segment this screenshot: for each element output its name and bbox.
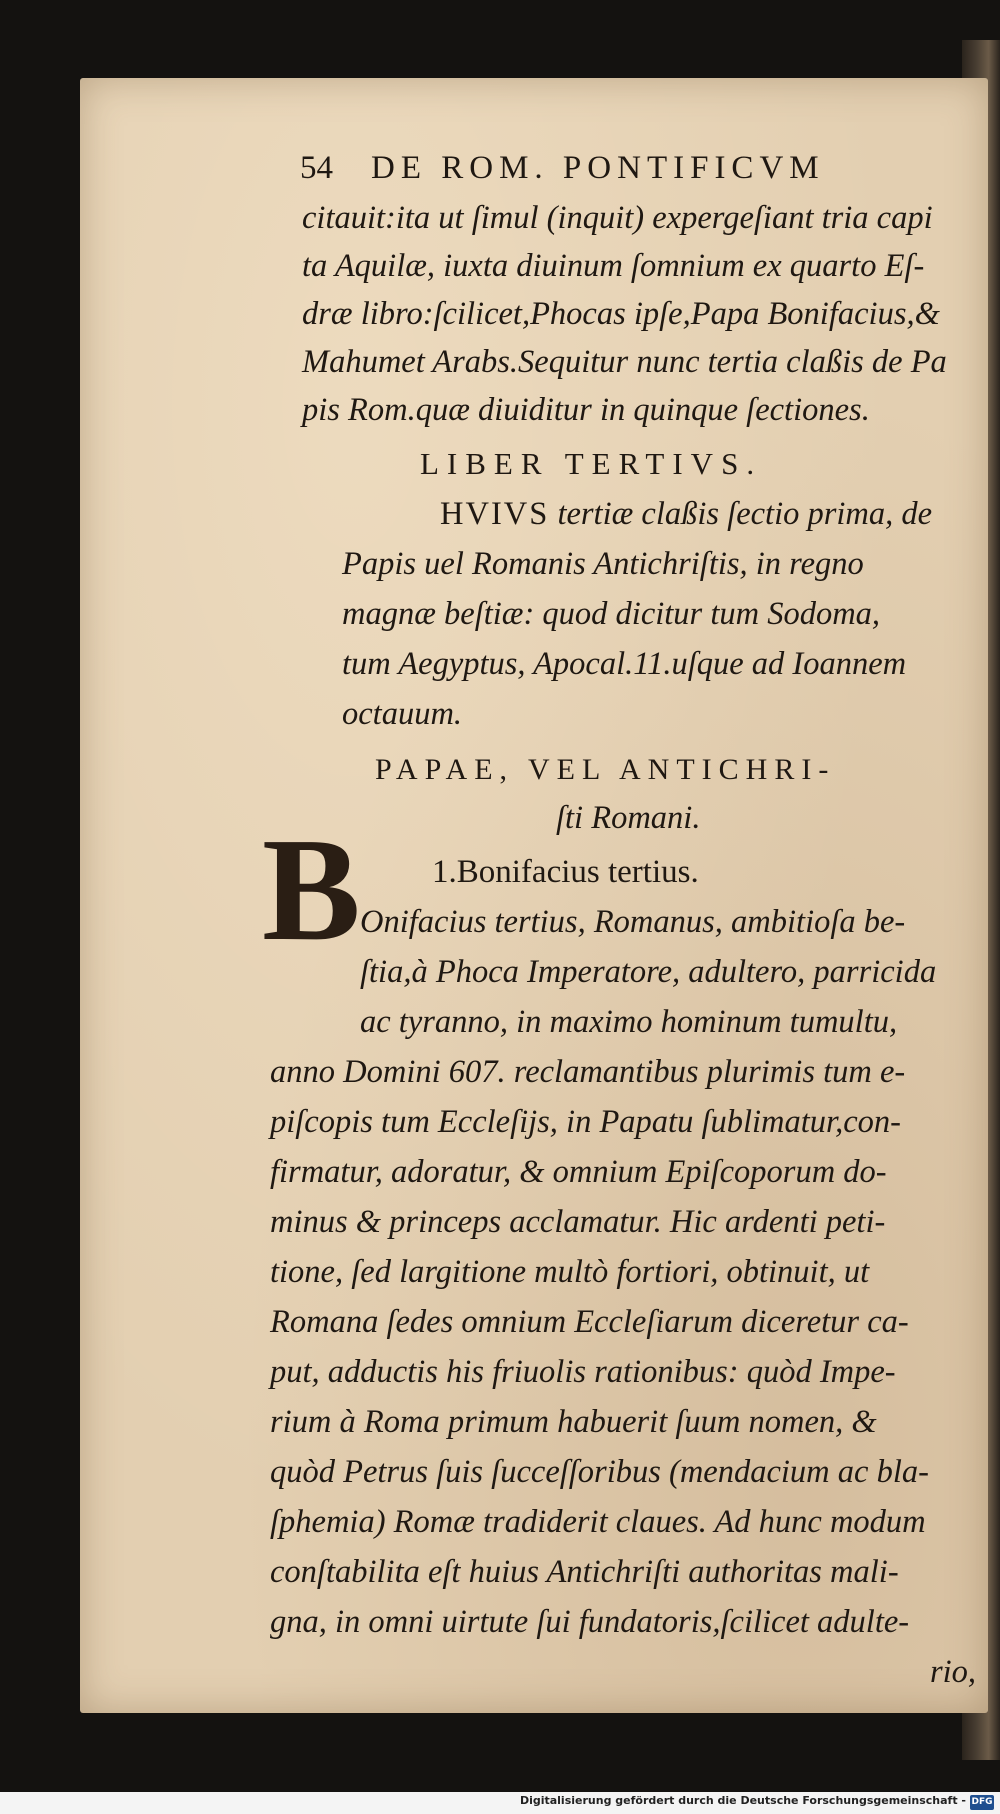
- footer-credit: Digitalisierung gefördert durch die Deutsche Forschungsgemeinschaft -: [519, 1794, 966, 1807]
- running-header: [300, 150, 825, 187]
- body-line: minus & princeps acclamatur. Hic ardenti peti-: [270, 1204, 886, 1240]
- section-intro-line: magnæ beſtiæ: quod dicitur tum Sodoma,: [342, 596, 881, 632]
- page-number: 54: [300, 150, 333, 186]
- chapter-heading-cont: ſti Romani.: [556, 800, 701, 836]
- body-line: conſtabilita eſt huius Antichriſti authoritas mali-: [270, 1554, 899, 1590]
- section-intro-line: tum Aegyptus, Apocal.11.uſque ad Ioannem: [342, 646, 907, 682]
- digitization-footer: [0, 1792, 1000, 1814]
- intro-line: pis Rom.quæ diuiditur in quinque ſectiones.: [302, 392, 870, 428]
- body-line: Onifacius tertius, Romanus, ambitioſa be-: [360, 904, 906, 940]
- dfg-logo: DFG: [970, 1795, 994, 1810]
- entry-heading: 1.Bonifacius tertius.: [432, 854, 699, 890]
- catchword: rio,: [930, 1654, 977, 1690]
- intro-line: citauit:ita ut ſimul (inquit) expergeſiant tria capi: [302, 200, 933, 236]
- body-line: tione, ſed largitione multò fortiori, obtinuit, ut: [270, 1254, 870, 1290]
- section-intro-line: octauum.: [342, 696, 463, 732]
- intro-line: ta Aquilæ, iuxta diuinum ſomnium ex quarto Eſ-: [302, 248, 925, 284]
- body-line: ſtia,à Phoca Imperatore, adultero, parricida: [360, 954, 937, 990]
- section-intro-first-line: [440, 490, 932, 538]
- body-line: ſphemia) Romæ tradiderit claues. Ad hunc modum: [270, 1504, 926, 1540]
- section-intro-text: tertiæ claßis ſectio prima, de: [549, 496, 933, 532]
- chapter-heading: PAPAE, VEL ANTICHRI-: [375, 753, 836, 786]
- body-line: Romana ſedes omnium Eccleſiarum diceretur ca-: [270, 1304, 909, 1340]
- section-intro-line: Papis uel Romanis Antichriſtis, in regno: [342, 546, 864, 582]
- body-line: anno Domini 607. reclamantibus plurimis tum e-: [270, 1054, 906, 1090]
- drop-cap: B: [262, 808, 361, 972]
- body-line: quòd Petrus ſuis ſucceſſoribus (mendacium ac bla-: [270, 1454, 929, 1490]
- body-line: firmatur, adoratur, & omnium Epiſcoporum do-: [270, 1154, 887, 1190]
- body-line: gna, in omni uirtute ſui fundatoris,ſcilicet adulte-: [270, 1604, 910, 1640]
- book-page: [80, 78, 988, 1713]
- body-line: rium à Roma primum habuerit ſuum nomen, &: [270, 1404, 877, 1440]
- intro-line: dræ libro:ſcilicet,Phocas ipſe,Papa Bonifacius,&: [302, 296, 940, 332]
- body-line: put, adductis his friuolis rationibus: quòd Impe-: [270, 1354, 896, 1390]
- intro-line: Mahumet Arabs.Sequitur nunc tertia claßis de Pa: [302, 344, 947, 380]
- book-heading: LIBER TERTIVS.: [420, 446, 763, 481]
- body-line: ac tyranno, in maximo hominum tumultu,: [360, 1004, 898, 1040]
- body-line: piſcopis tum Eccleſijs, in Papatu ſublimatur,con-: [270, 1104, 901, 1140]
- running-title: DE ROM. PONTIFICVM: [371, 150, 825, 186]
- section-intro-lead: HVIVS: [440, 496, 550, 532]
